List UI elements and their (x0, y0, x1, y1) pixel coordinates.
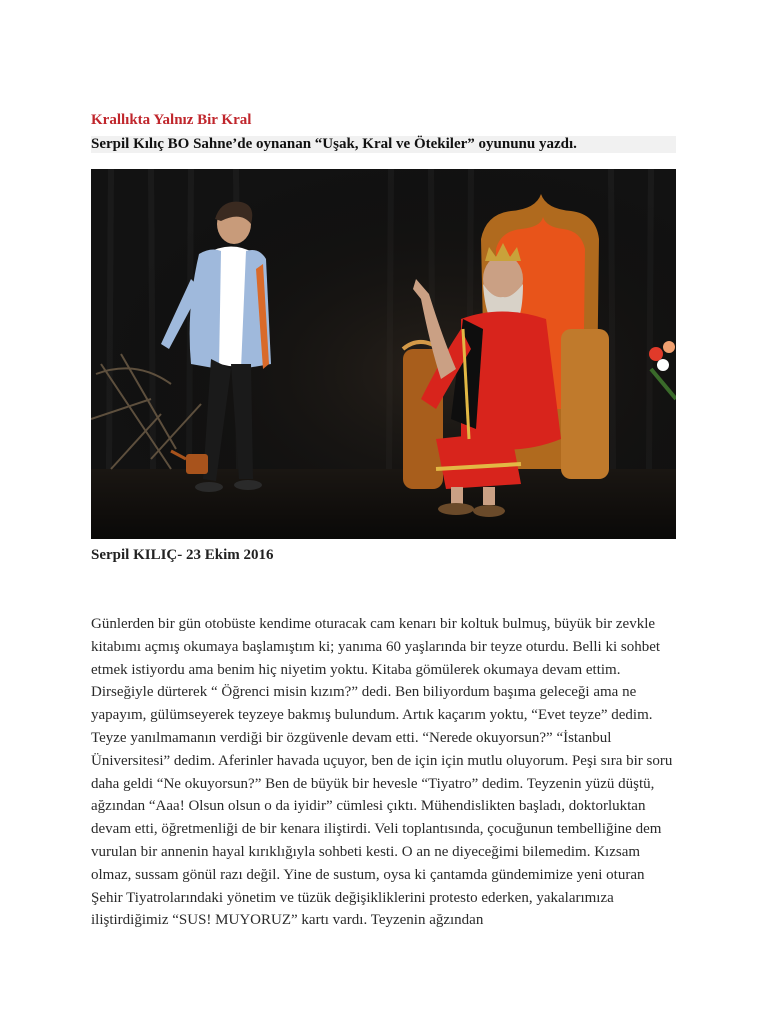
article (91, 110, 676, 932)
article-body: Günlerden bir gün otobüste kendime oturacak cam kenarı bir koltuk bulmuş, büyük bir zevkle kitabımı açmış okumaya başlamıştım ki; yanıma 60 yaşlarında bir teyze oturdu. Belli ki sohbet etmek istiyordu ama benim hiç niyetim yoktu. Kitaba gömülerek okumaya devam ettim. Dirseğiyle dürterek “ Öğrenci misin kızım?” dedi. Ben biliyordum başıma geleceği ama ne yapayım, gülümseyerek teyzeye bakmış bulundum. Artık kaçarım yoktu, “Evet teyze” dedim. Teyze yanılmamanın verdiği bir özgüvenle devam etti. “Nerede okuyorsun?” “İstanbul Üniversitesi” dedim. Aferinler havada uçuyor, ben de için için mutlu oluyorum. Peşi sıra bir soru daha geldi “Ne okuyorsun?” Ben de büyük bir hevesle “Tiyatro” dedim. Teyzenin yüzü düştü, ağzından “Aaa! Olsun olsun o da iyidir” cümlesi çıktı. Mühendislikten başladı, doktorluktan devam etti, öğretmenliği de bir kenara iliştirdi. Veli toplantısında, çocuğunun tembelliğine dem vurulan bir annenin hayal kırıklığıyla sohbeti kesti. O an ne diyeceğimi bilemedim. Kızsam olmaz, sussam gönül razı değil. Yine de sustum, oysa ki çantamda gündemimize yeni oturan Şehir Tiyatrolarındaki yönetim ve tüzük değişikliklerini protesto ederken, yakalarımıza iliştirdiğimiz “SUS! MUYORUZ” kartı vardı. Teyzenin ağzından (91, 616, 673, 929)
article-subtitle: Serpil Kılıç BO Sahne’de oynanan “Uşak, Kral ve Ötekiler” oyununu yazdı. (91, 136, 676, 153)
stage-floor (91, 469, 676, 539)
article-byline: Serpil KILIÇ- 23 Ekim 2016 (91, 547, 274, 563)
article-title: Krallıkta Yalnız Bir Kral (91, 112, 252, 128)
theatre-photo (91, 169, 676, 539)
